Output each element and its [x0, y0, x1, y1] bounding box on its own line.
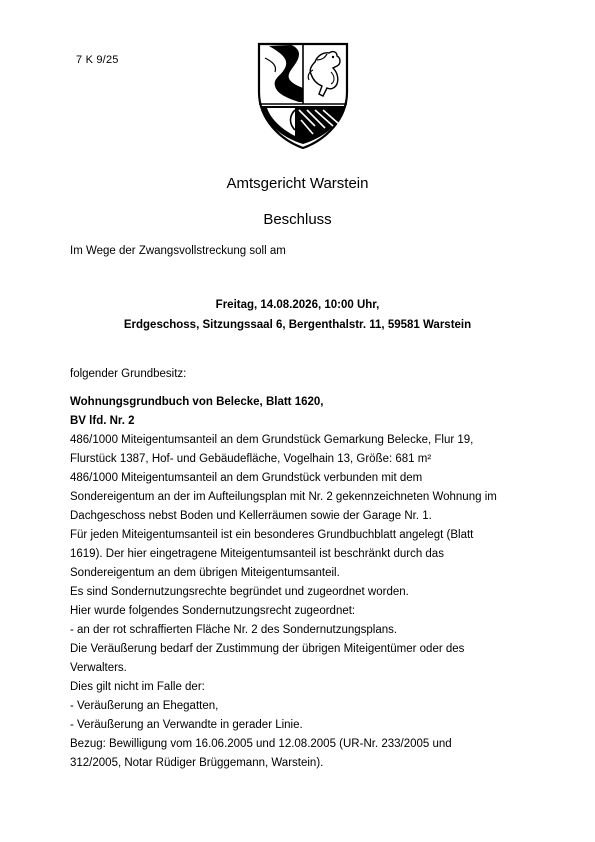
- property-description: [70, 393, 540, 773]
- description-line: 1619). Der hier eingetragene Miteigentumsanteil ist beschränkt durch das: [70, 548, 444, 560]
- description-line: 486/1000 Miteigentumsanteil an dem Grundstück verbunden mit dem: [70, 472, 423, 484]
- description-line: Die Veräußerung bedarf der Zustimmung der übrigen Miteigentümer oder des: [70, 643, 465, 655]
- description-line: Sondereigentum an der im Aufteilungsplan mit Nr. 2 gekennzeichneten Wohnung im: [70, 491, 497, 503]
- description-line: Sondereigentum an dem übrigen Miteigentumsanteil.: [70, 567, 340, 579]
- intro-text: Im Wege der Zwangsvollstreckung soll am: [70, 245, 286, 257]
- auction-date-block: [0, 295, 595, 335]
- description-line: Flurstück 1387, Hof- und Gebäudefläche, Vogelhain 13, Größe: 681 m²: [70, 453, 432, 465]
- court-name: Amtsgericht Warstein: [226, 175, 369, 192]
- description-line: 312/2005, Notar Rüdiger Brüggemann, Warstein).: [70, 757, 324, 769]
- description-line: Wohnungsgrundbuch von Belecke, Blatt 1620,: [70, 396, 324, 408]
- description-line: Es sind Sondernutzungsrechte begründet und zugeordnet worden.: [70, 586, 409, 598]
- description-line: - Veräußerung an Verwandte in gerader Linie.: [70, 719, 303, 731]
- description-line: Dachgeschoss nebst Boden und Kellerräumen sowie der Garage Nr. 1.: [70, 510, 432, 522]
- description-line: Bezug: Bewilligung vom 16.06.2005 und 12.08.2005 (UR-Nr. 233/2005 und: [70, 738, 452, 750]
- description-line: - Veräußerung an Ehegatten,: [70, 700, 219, 712]
- auction-place-line: Erdgeschoss, Sitzungssaal 6, Bergenthalstr. 11, 59581 Warstein: [123, 319, 472, 331]
- description-line: Verwalters.: [70, 662, 127, 674]
- description-line: - an der rot schraffierten Fläche Nr. 2 des Sondernutzungsplans.: [70, 624, 398, 636]
- auction-date-line: Freitag, 14.08.2026, 10:00 Uhr,: [215, 299, 380, 311]
- description-line: Für jeden Miteigentumsanteil ist ein besonderes Grundbuchblatt angelegt (Blatt: [70, 529, 474, 541]
- case-number: 7 K 9/25: [76, 54, 119, 66]
- property-label: folgender Grundbesitz:: [70, 368, 187, 380]
- description-line: Dies gilt nicht im Falle der:: [70, 681, 205, 693]
- nrw-coat-of-arms-icon: [255, 40, 351, 152]
- description-line: Hier wurde folgendes Sondernutzungsrecht zugeordnet:: [70, 605, 356, 617]
- description-line: 486/1000 Miteigentumsanteil an dem Grundstück Gemarkung Belecke, Flur 19,: [70, 434, 474, 446]
- document-title: Beschluss: [263, 211, 332, 228]
- description-line: BV lfd. Nr. 2: [70, 415, 135, 427]
